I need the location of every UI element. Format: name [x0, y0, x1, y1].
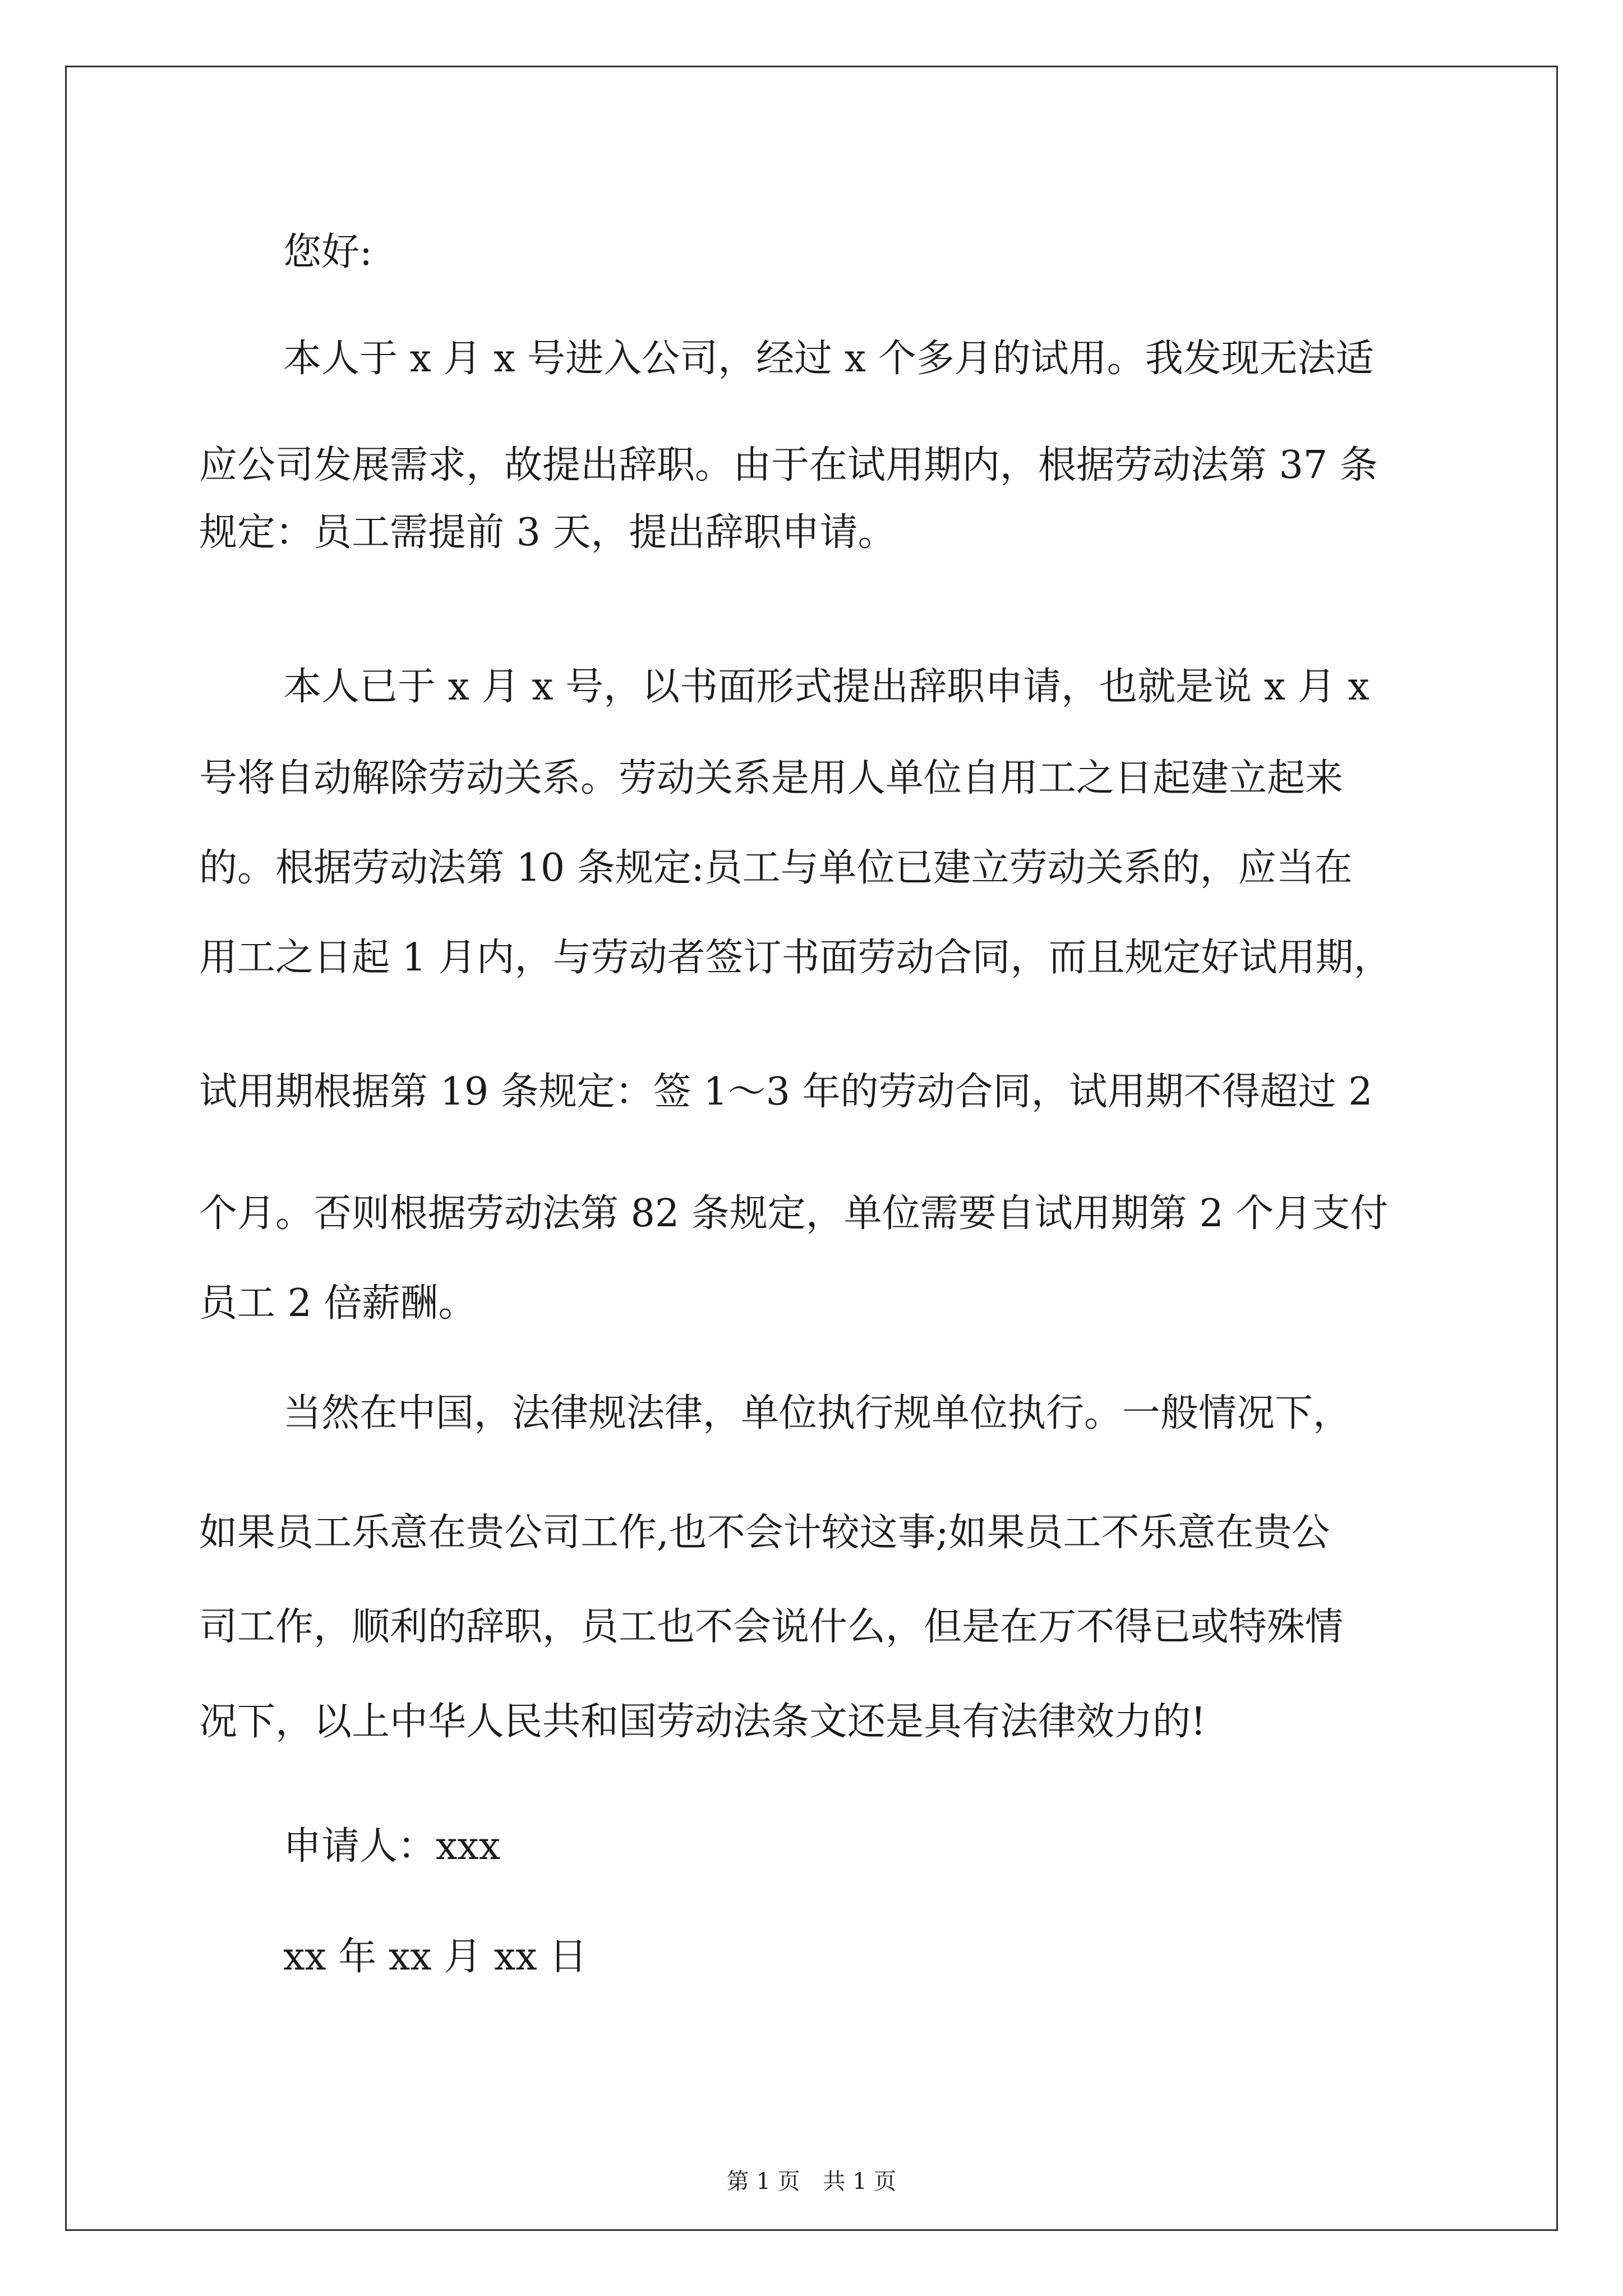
paragraph-2-line-7: 员工 2 倍薪酬。 [199, 1281, 477, 1326]
paragraph-2-line-4: 用工之日起 1 月内，与劳动者签订书面劳动合同，而且规定好试用期， [199, 936, 1392, 980]
paragraph-1-line-3: 规定：员工需提前 3 天，提出辞职申请。 [199, 510, 896, 555]
page-border [65, 66, 1558, 2231]
page-footer [0, 2168, 1623, 2195]
page-number: 第 1 页 [726, 2169, 800, 2194]
paragraph-3-line-3: 司工作，顺利的辞职，员工也不会说什么，但是在万不得已或特殊情 [199, 1605, 1344, 1649]
paragraph-1-line-2: 应公司发展需求，故提出辞职。由于在试用期内，根据劳动法第 37 条 [199, 443, 1378, 487]
greeting: 您好: [283, 230, 372, 274]
paragraph-3-line-4: 况下，以上中华人民共和国劳动法条文还是具有法律效力的! [199, 1700, 1206, 1744]
total-pages: 共 1 页 [823, 2169, 897, 2194]
paragraph-2-line-5: 试用期根据第 19 条规定：签 1～3 年的劳动合同，试用期不得超过 2 [199, 1070, 1373, 1114]
paragraph-1-line-1: 本人于 x 月 x 号进入公司，经过 x 个多月的试用。我发现无法适 [283, 337, 1374, 381]
paragraph-2-line-3: 的。根据劳动法第 10 条规定:员工与单位已建立劳动关系的，应当在 [199, 846, 1353, 890]
date-line: xx 年 xx 月 xx 日 [283, 1935, 588, 1979]
paragraph-3-line-2: 如果员工乐意在贵公司工作,也不会计较这事;如果员工不乐意在贵公 [199, 1511, 1330, 1555]
applicant-line: 申请人：xxx [283, 1824, 501, 1869]
paragraph-2-line-2: 号将自动解除劳动关系。劳动关系是用人单位自用工之日起建立起来 [199, 756, 1344, 800]
paragraph-3-line-1: 当然在中国，法律规法律，单位执行规单位执行。一般情况下， [283, 1391, 1352, 1435]
paragraph-2-line-1: 本人已于 x 月 x 号，以书面形式提出辞职申请，也就是说 x 月 x [283, 665, 1370, 709]
paragraph-2-line-6: 个月。否则根据劳动法第 82 条规定，单位需要自试用期第 2 个月支付 [199, 1191, 1389, 1236]
